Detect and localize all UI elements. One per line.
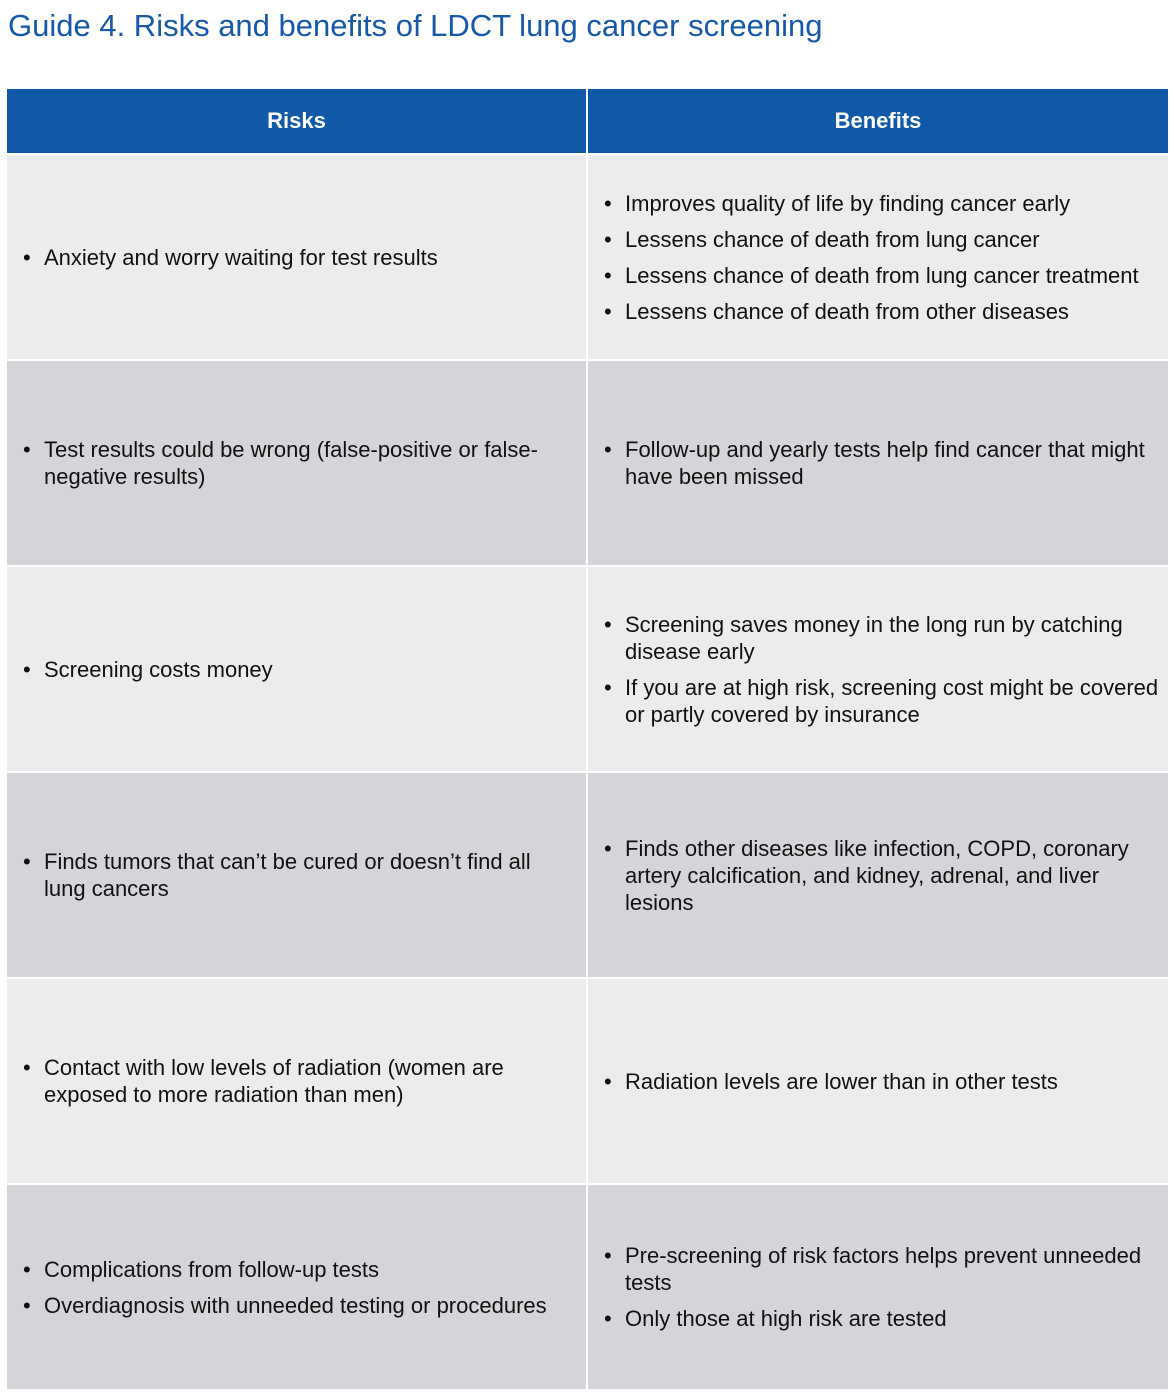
bullet-icon: •	[604, 835, 612, 861]
risks-cell	[7, 772, 587, 978]
list-item: • Overdiagnosis with unneeded testing or procedures	[23, 1292, 547, 1318]
column-header-risks: Risks	[7, 89, 587, 154]
benefits-cell	[587, 360, 1168, 566]
list-item: • Finds tumors that can’t be cured or doesn’t find all lung cancers	[23, 849, 531, 901]
risks-cell	[7, 978, 587, 1184]
list-item: • Radiation levels are lower than in other tests	[604, 1068, 1058, 1094]
table-row	[7, 360, 1168, 566]
risks-cell	[7, 154, 587, 360]
list-item: • Lessens chance of death from lung cancer	[604, 226, 1040, 252]
bullet-icon: •	[604, 674, 612, 700]
risks-cell	[7, 566, 587, 772]
benefits-cell	[587, 566, 1168, 772]
list-item: • Lessens chance of death from lung cancer treatment	[604, 262, 1139, 288]
bullet-icon: •	[23, 437, 31, 462]
list-item: • Contact with low levels of radiation (women are exposed to more radiation than men)	[23, 1055, 504, 1107]
bullet-icon: •	[604, 298, 612, 324]
list-item: • Pre-screening of risk factors helps prevent unneeded tests	[604, 1243, 1142, 1295]
table-row	[7, 772, 1168, 978]
bullet-icon: •	[604, 190, 612, 216]
page-title: Guide 4. Risks and benefits of LDCT lung cancer screening	[8, 8, 823, 43]
list-item: • Anxiety and worry waiting for test results	[23, 244, 438, 270]
benefits-cell	[587, 772, 1168, 978]
table-header-row	[7, 89, 1168, 154]
list-item: • Screening saves money in the long run by catching disease early	[604, 611, 1123, 664]
list-item: • Improves quality of life by finding cancer early	[604, 190, 1071, 216]
list-item: • Lessens chance of death from other diseases	[604, 298, 1069, 324]
bullet-icon: •	[604, 1243, 612, 1268]
table-row	[7, 566, 1168, 772]
bullet-icon: •	[23, 244, 31, 270]
table-row	[7, 978, 1168, 1184]
bullet-icon: •	[23, 1055, 31, 1080]
risks-benefits-table	[7, 89, 1168, 1391]
benefits-cell	[587, 1184, 1168, 1390]
list-item: • Finds other diseases like infection, COPD, coronary artery calcification, and kidney, adrenal, and liver lesions	[604, 835, 1129, 915]
list-item: • Follow-up and yearly tests help find cancer that might have been missed	[604, 437, 1145, 489]
table-row	[7, 1184, 1168, 1390]
bullet-icon: •	[604, 262, 612, 288]
column-header-benefits: Benefits	[587, 89, 1168, 154]
bullet-icon: •	[604, 1068, 612, 1094]
bullet-icon: •	[604, 611, 612, 637]
list-item: • If you are at high risk, screening cost might be covered or partly covered by insurance	[604, 674, 1159, 727]
bullet-icon: •	[23, 1292, 31, 1318]
list-item: • Complications from follow-up tests	[23, 1256, 380, 1282]
list-item: • Only those at high risk are tested	[604, 1306, 947, 1331]
bullet-icon: •	[604, 1306, 612, 1331]
risks-cell	[7, 360, 587, 566]
risks-cell	[7, 1184, 587, 1390]
benefits-cell	[587, 154, 1168, 360]
bullet-icon: •	[23, 849, 31, 874]
list-item: • Screening costs money	[23, 656, 273, 682]
benefits-cell	[587, 978, 1168, 1184]
bullet-icon: •	[23, 656, 31, 682]
bullet-icon: •	[23, 1256, 31, 1282]
table-row	[7, 154, 1168, 360]
bullet-icon: •	[604, 437, 612, 462]
bullet-icon: •	[604, 226, 612, 252]
list-item: • Test results could be wrong (false-positive or false-negative results)	[23, 437, 538, 489]
